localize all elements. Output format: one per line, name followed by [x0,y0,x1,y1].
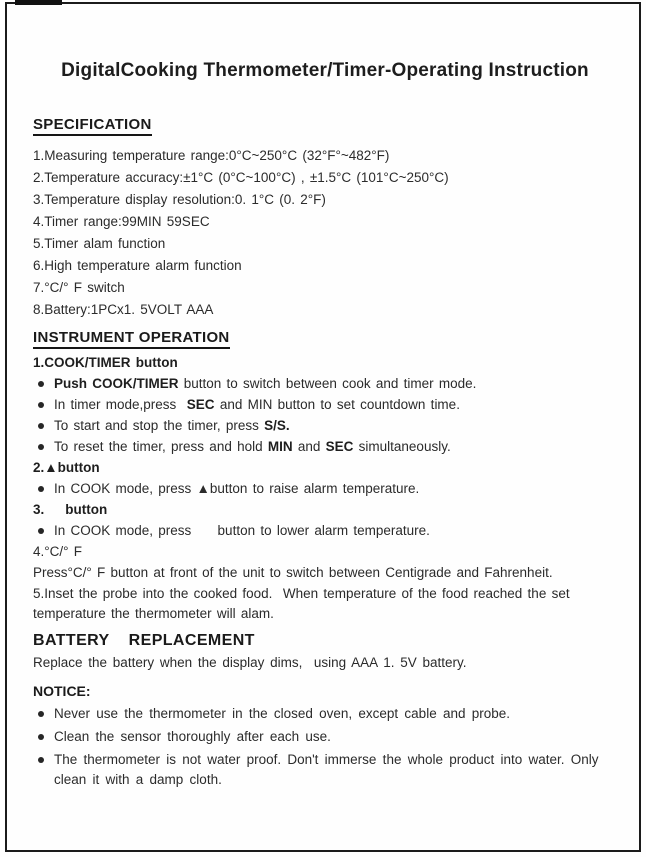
text-segment: In COOK mode, press button to lower alarm temperature. [54,523,430,538]
operation-bullet-line [33,374,617,394]
text-segment: In timer mode,press [54,397,187,412]
notice-item-text: Clean the sensor thoroughly after each use. [54,729,331,744]
operation-text-line [33,584,617,624]
operation-subheading [33,458,617,478]
page-title: DigitalCooking Thermometer/Timer-Operating Instruction [61,60,589,81]
spec-item: 3.Temperature display resolution:0. 1°C (0. 2°F) [33,192,326,207]
spec-item: 5.Timer alam function [33,236,166,251]
operation-lines [33,353,617,624]
operation-bullet-line [33,479,617,499]
notice-list [33,704,617,790]
notice-heading: NOTICE: [33,683,91,699]
bullet-icon [38,528,44,534]
text-segment: and MIN button to set countdown time. [214,397,460,412]
operation-text-line [33,542,617,562]
notice-item-text: Never use the thermometer in the closed oven, except cable and probe. [54,706,510,721]
spec-item: 8.Battery:1PCx1. 5VOLT AAA [33,302,214,317]
operation-section [33,329,617,624]
battery-section [33,632,617,671]
specification-list [33,147,617,318]
bold-text-segment: 1.COOK/TIMER button [33,355,178,370]
bullet-icon [38,757,44,763]
text-segment: 5.Inset the probe into the cooked food. When temperature of the food reached the set temperature the thermometer will alam. [33,586,575,621]
line-text [54,521,430,541]
notice-item [33,727,617,747]
line-text [54,479,419,499]
operation-subheading [33,353,617,373]
bullet-icon [38,402,44,408]
bold-text-segment: 2.▲button [33,460,100,475]
operation-heading: INSTRUMENT OPERATION [33,329,230,349]
operation-bullet-line [33,416,617,436]
battery-heading: BATTERY REPLACEMENT [33,632,255,649]
text-segment: Press°C/° F button at front of the unit to switch between Centigrade and Fahrenheit. [33,565,553,580]
operation-text-line [33,563,617,583]
bullet-icon [38,734,44,740]
spec-item: 4.Timer range:99MIN 59SEC [33,214,210,229]
bold-text-segment: SEC [325,439,354,454]
specification-section [33,116,617,318]
bullet-icon [38,423,44,429]
text-segment: button to switch between cook and timer mode. [178,376,477,391]
line-text [54,437,451,457]
bullet-icon [38,444,44,450]
spec-item: 7.°C/° F switch [33,280,125,295]
text-segment: simultaneously. [353,439,451,454]
line-text [33,544,82,559]
text-segment: In COOK mode, press ▲button to raise alarm temperature. [54,481,420,496]
line-text [54,395,460,415]
notice-item [33,750,617,790]
operation-bullet-line [33,437,617,457]
bold-text-segment: MIN [267,439,293,454]
bullet-icon [38,711,44,717]
text-segment: 4.°C/° F [33,544,83,559]
bullet-icon [38,381,44,387]
line-text [33,586,575,621]
text-segment: and [292,439,326,454]
specification-heading: SPECIFICATION [33,116,152,136]
text-segment: To reset the timer, press and hold [54,439,268,454]
line-text [33,502,107,517]
bullet-icon [38,486,44,492]
bold-text-segment: SEC [186,397,215,412]
operation-bullet-line [33,521,617,541]
bold-text-segment: Push COOK/TIMER [54,376,179,391]
notice-item-text: The thermometer is not water proof. Don't immerse the whole product into water. Only clean it with a damp cloth. [54,752,605,787]
line-text [33,355,178,370]
line-text [54,416,290,436]
spec-item: 1.Measuring temperature range:0°C~250°C (32°F°~482°F) [33,148,390,163]
bold-text-segment: S/S. [264,418,290,433]
line-text [54,374,476,394]
operation-bullet-line [33,395,617,415]
operation-subheading [33,500,617,520]
line-text [33,460,100,475]
spec-item: 6.High temperature alarm function [33,258,242,273]
line-text [33,565,553,580]
page-content [33,0,617,793]
spec-item: 2.Temperature accuracy:±1°C (0°C~100°C) , ±1.5°C (101°C~250°C) [33,170,449,185]
notice-section [33,683,617,790]
notice-item [33,704,617,724]
bold-text-segment: 3. button [33,502,108,517]
text-segment: To start and stop the timer, press [54,418,265,433]
battery-body-text: Replace the battery when the display dims, using AAA 1. 5V battery. [33,655,467,670]
